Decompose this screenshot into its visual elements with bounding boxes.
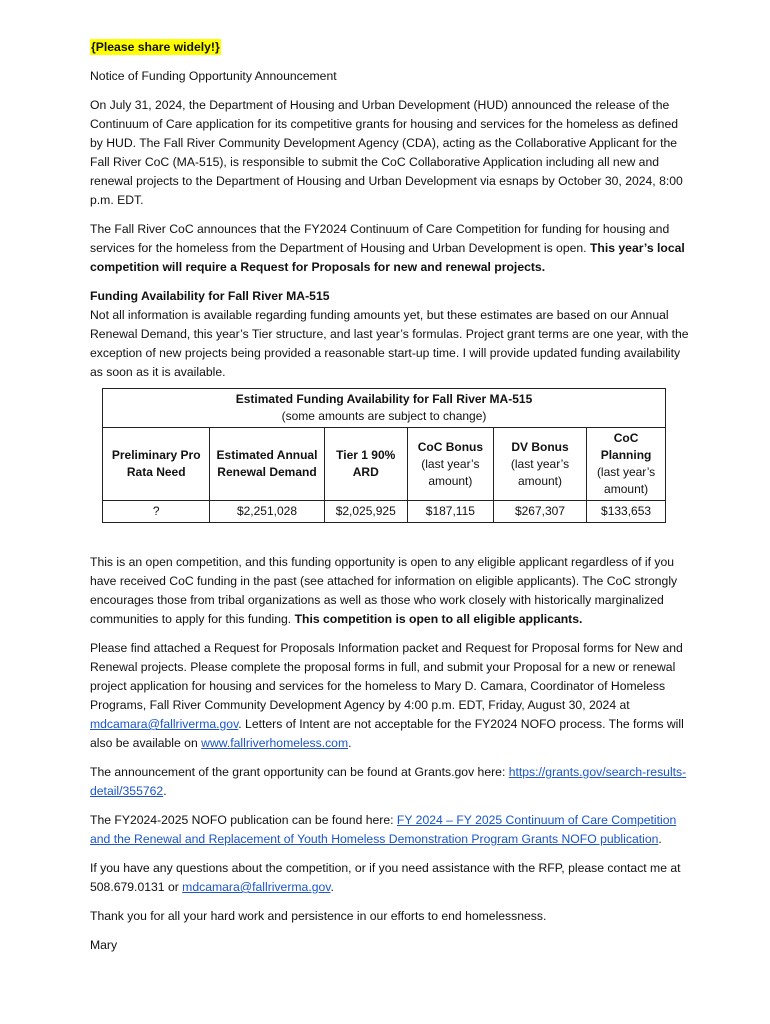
open-competition-text: This is an open competition, and this funding opportunity is open to any eligible applicant regardless of if you have received CoC funding in the past (see attached for information on eligible applicants). The CoC strongly encourages those from tribal organizations as well as those who work closely with historically marginalized communities to apply for this funding. <box>90 555 678 626</box>
email-link[interactable]: mdcamara@fallriverma.gov <box>90 717 239 731</box>
announce-bold: This year’s local competition will require a Request for Proposals for new and renewal projects. <box>90 241 685 274</box>
share-tag-text: {Please share widely!} <box>91 40 220 54</box>
table-caption <box>103 389 666 428</box>
table-cell: $187,115 <box>407 501 493 523</box>
funding-text: Not all information is available regarding funding amounts yet, but these estimates are based on our Annual Renewal Demand, this year’s Tier structure, and last year’s formulas. Project grant terms are one year, with the exception of new projects being provided a reasonable start-up time. I will provide updated funding availability as soon as it is available. <box>90 308 689 379</box>
contact-email-link[interactable]: mdcamara@fallriverma.gov <box>182 880 331 894</box>
funding-section <box>90 287 690 382</box>
rfp-paragraph <box>90 639 690 753</box>
thanks-paragraph: Thank you for all your hard work and persistence in our efforts to end homelessness. <box>90 909 547 923</box>
website-link[interactable]: www.fallriverhomeless.com <box>201 736 349 750</box>
table-title: Estimated Funding Availability for Fall River MA-515 <box>235 392 533 406</box>
grants-link[interactable]: https://grants.gov/search-results-detail/355762 <box>90 765 687 798</box>
open-competition-bold: This competition is open to all eligible applicants. <box>294 612 583 626</box>
questions-paragraph <box>90 859 690 897</box>
grants-paragraph <box>90 763 690 801</box>
grants-text: The announcement of the grant opportunity can be found at Grants.gov here: <box>90 765 506 779</box>
table-header-cell: Estimated Annual Renewal Demand <box>210 428 324 501</box>
nofo-link[interactable]: FY 2024 – FY 2025 Continuum of Care Competition and the Renewal and Replacement of Youth Homeless Demonstration Program Grants NOFO publication <box>90 813 677 846</box>
table-cell: $133,653 <box>587 501 666 523</box>
table-header-cell: Tier 1 90% ARD <box>324 428 407 501</box>
grants-end: . <box>163 784 167 798</box>
nofo-paragraph <box>90 811 690 849</box>
nofo-text: The FY2024-2025 NOFO publication can be found here: <box>90 813 394 827</box>
open-competition-paragraph <box>90 553 690 629</box>
table-cell: ? <box>103 501 210 523</box>
nofo-end: . <box>658 832 662 846</box>
table-cell: $2,025,925 <box>324 501 407 523</box>
table-header-cell: CoC Planning (last year’s amount) <box>587 428 666 501</box>
table-header-cell: DV Bonus (last year’s amount) <box>493 428 586 501</box>
table-header-row <box>103 428 666 501</box>
rfp-text-c: . <box>348 736 352 750</box>
funding-table <box>102 388 666 523</box>
rfp-text: Please find attached a Request for Proposals Information packet and Request for Proposal forms for New and Renewal projects. Please complete the proposal forms in full, and submit your Proposal for a new or renewal project application for housing and services for the homeless to Mary D. Camara, Coordinator of Homeless Programs, Fall River Community Development Agency by 4:00 p.m. EDT, Friday, August 30, 2024 at <box>90 641 683 712</box>
funding-heading: Funding Availability for Fall River MA-515 <box>90 289 330 303</box>
rfp-text-b: . Letters of Intent are not acceptable for the FY2024 NOFO process. The forms will also be available on <box>90 717 684 750</box>
announce-text: The Fall River CoC announces that the FY2024 Continuum of Care Competition for funding for housing and services for the homeless from the Department of Housing and Urban Development is open. <box>90 222 670 255</box>
table-header-cell: Preliminary Pro Rata Need <box>103 428 210 501</box>
table-caption-row <box>103 389 666 428</box>
table-row <box>103 501 666 523</box>
announce-paragraph <box>90 220 690 277</box>
signature: Mary <box>90 938 118 952</box>
table-cell: $267,307 <box>493 501 586 523</box>
share-tag <box>90 38 690 57</box>
intro-paragraph: On July 31, 2024, the Department of Housing and Urban Development (HUD) announced the release of the Continuum of Care application for its competitive grants for housing and services for the homeless as defined by HUD. The Fall River Community Development Agency (CDA), acting as the Collaborative Applicant for the Fall River CoC (MA-515), is responsible to submit the CoC Collaborative Application including all new and renewal projects to the Department of Housing and Urban Development via esnaps by October 30, 2024, 8:00 p.m. EDT. <box>90 98 683 207</box>
table-cell: $2,251,028 <box>210 501 324 523</box>
table-header-cell: CoC Bonus (last year’s amount) <box>407 428 493 501</box>
table-subtitle: (some amounts are subject to change) <box>281 409 487 423</box>
questions-text: If you have any questions about the competition, or if you need assistance with the RFP, please contact me at 508.679.0131 or <box>90 861 681 894</box>
questions-end: . <box>330 880 334 894</box>
notice-title: Notice of Funding Opportunity Announcement <box>90 69 337 83</box>
document-body <box>90 38 690 965</box>
